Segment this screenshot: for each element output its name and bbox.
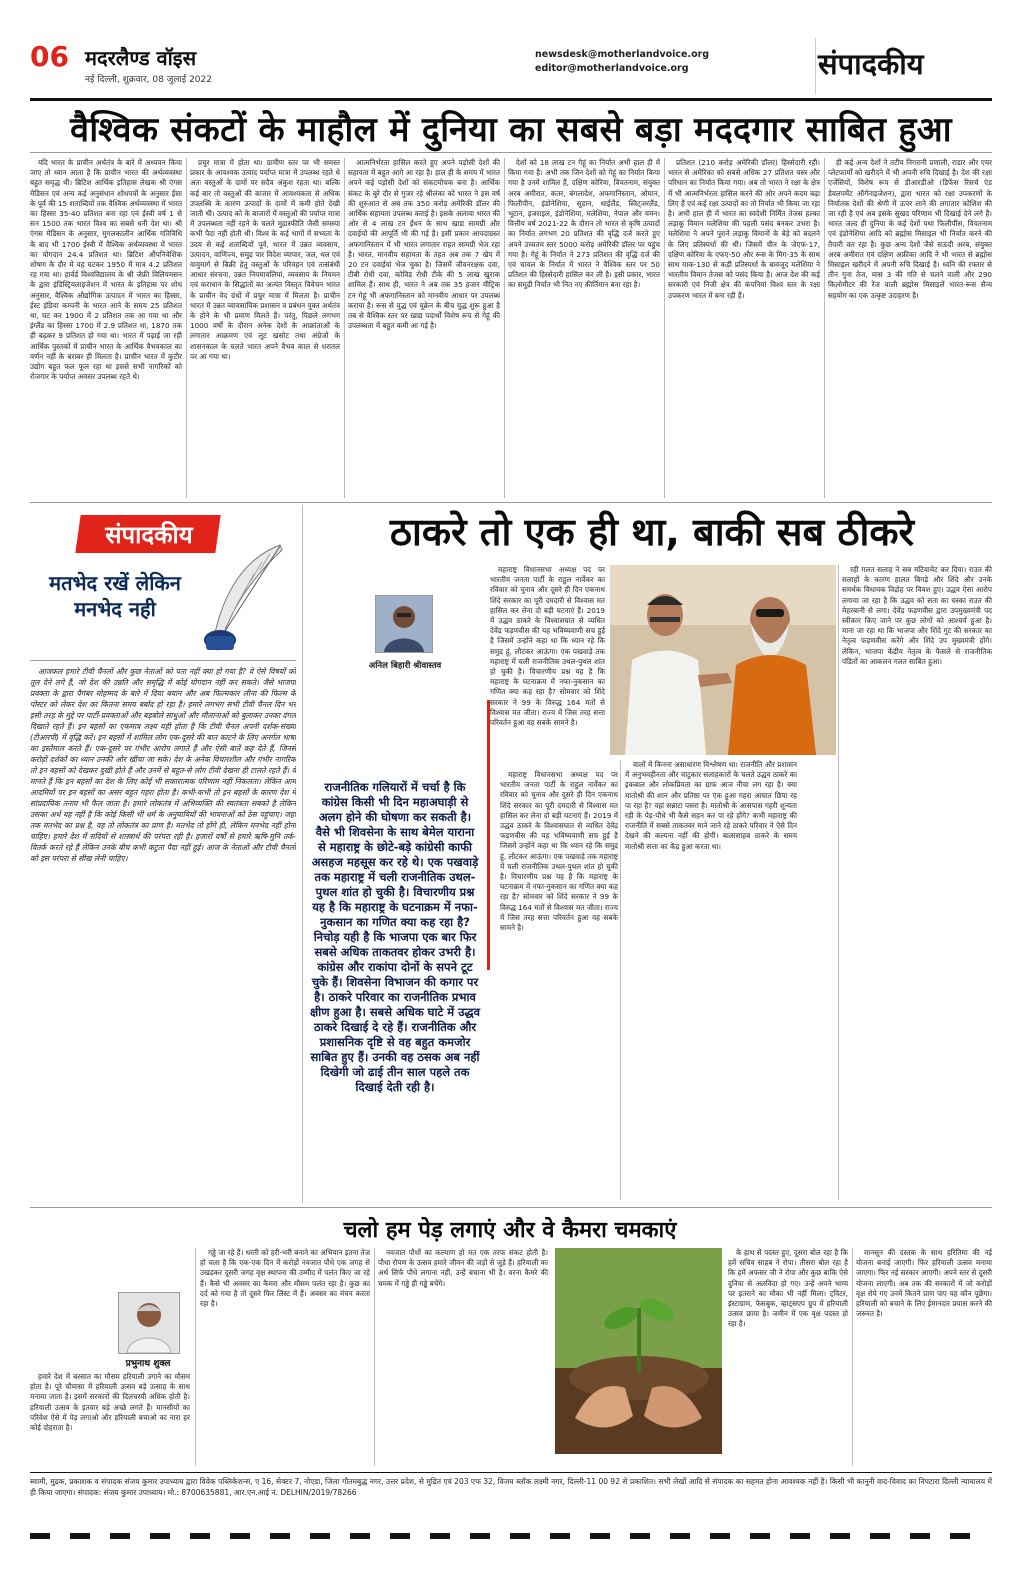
masthead-rule — [30, 98, 992, 101]
lead-column-4: देशों को 18 लाख टन गेहूं का निर्यात अभी हाल ही में किया गया है। अभी तक जिन देशों को गेहूं का निर्यात किया गया है उनमें शामिल हैं, दक्षिण कोरिया, वियतनाम, संयुक्त अरब अमीरात, कतर, बंगलादेश, अफगानिस्तान, ओमान, फिलीपीन, इंडोनेशिया, सूडान, थाईलैंड, स्विट्जरलैंड, भूटान, इजराइल, इंडोनेशिया, मलेशिया, नेपाल और यमन। वित्तीय वर्ष 2021-22 के दौरान तो भारत से कृषि उत्पादों का निर्यात लगभग 20 प्रतिशत की वृद्धि दर्ज करते हुए अपने उच्चतम स्तर 5000 करोड़ अमेरिकी डॉलर पर पहुंच गया है। गेहूं के निर्यात ने 273 प्रतिशत की वृद्धि दर्ज की एवं चावल के निर्यात में भारत ने वैश्विक स्तर पर 50 प्रतिशत की हिस्सेदारी हासिल कर ली है। इसी प्रकार, भारत का समुद्री निर्यात भी नित नए कीर्तिमान बना रहा है। — [508, 158, 660, 290]
newsdesk-email[interactable]: newsdesk@motherlandvoice.org — [535, 49, 710, 60]
article2-column-1-cont: महाराष्ट्र विधानसभा अध्यक्ष पद पर भारतीय जनता पार्टी के राहुल नार्वेकर का रविवार को चुनाव और दूसरे ही दिन एकनाथ शिंदे सरकार का पूरी दमदारी से विश्वास मत हासिल कर लेना दो बड़ी घटनाएं हैं। 2019 में उद्धव ठाकरे के विश्वासघात से व्यथित देवेंद्र फड़णवीस की यह भविष्यवाणी सच हुई है जिसमें उन्होंने कहा था कि ध्यान रहे कि समुद्र हूं, लौटकर आऊंगा। एक पखवाड़े तक महाराष्ट्र में चली राजनीतिक उथल-पुथल शांत हो चुकी है। विचारणीय प्रश्न यह है कि महाराष्ट्र के घटनाक्रम में नफा-नुकसान का गणित क्या कह रहा है? सोमवार को शिंदे सरकार ने 99 के विरुद्ध 164 मतों से विश्वास मत जीता। राज्य में जिस तरह सत्ता परिवर्तन हुआ वह सबके सामने है। — [500, 770, 618, 933]
article2-column-3: रही गलत सलाह ने सब मटियामेट कर दिया। राउत की सलाहों के कारण हालत बिगड़े और शिंदे और उनके समर्थक विधायक विद्रोह पर विवश हुए। उद्धव ऐसा आरोप लगाया जा रहा है कि उद्धव को सता का चस्का राउत की मेहरबानी से लगा। देवेंद्र फड़णवीस द्वारा उपमुख्यमंत्री पद स्वीकार किए जाने पर कुछ लोगों को आश्चर्य हुआ है। माना जा रहा था कि भाजपा और शिंदे गुट की सरकार का नेतृत्व फड़णवीस करेंगे और शिंदे उप मुख्यमंत्री होंगे। लेकिन, भाजपा केंद्रीय नेतृत्व के फैसले से राजनीतिक पंडितों का आकलन गलत साबित हुआ। — [842, 565, 992, 666]
imprint-line: स्वामी, मुद्रक, प्रकाशक व संपादक संजय कुमार उपाध्याय द्वारा विवेक पब्लिकेशन्स, ए 16, सेक्टर 7, नोएडा, जिला गौतमबुद्ध नगर, उत्तर प्रदेश, से मुद्रित एवं 203 एफ 32, विजय ब्लॉक लक्ष्मी नगर, दिल्ली-11 00 92 से प्रकाशित। सभी लेखों आदि से संपादक का सहमत होना आवश्यक नहीं है। किसी भी कानूनी वाद-विवाद का निपटारा दिल्ली न्यायालय में ही किया जाएगा। संपादक: संजय कुमार उपाध्याय। मो.: 8700635881, आर.एन.आई नं. DELHIN/2019/78266 — [30, 1477, 992, 1497]
article3-column-4: के हाथ से पदस्त हुए, दूसरा बोल रहा है कि हमें सचिव साहब ने रोपा। तीसरा बोल रहा है कि हमें अफसर जी ने रोपा और कुछ बाकि ऐसे दुनिया से अलविदा हो गए। उन्हें अपने भाग्य पर इतराने का मौका भी नहीं मिला। ट्विटर, इंस्टाग्राम, फेसबुक, व्हाट्सएप ग्रुप में हरियाली उत्सव छाया है। जमीन में एक वृक्ष पदस्त हो रहा है। — [728, 1248, 848, 1329]
editorial-title: मतभेद रखें लेकिन मनभेद नही — [49, 571, 181, 621]
dateline: नई दिल्ली, शुक्रवार, 08 जुलाई 2022 — [85, 75, 212, 85]
article3-column-3: नवजात पौधों का कल्याण हो मत एक तरफ संकट होती है। पौधा रोपण के उत्सव हमारे जीवन की जड़ों से जुड़े हैं। हरियाली का अर्थ सिर्फ पौधे लगाना नहीं, उन्हें बचाना भी है। वरना कैमरे की चमक में गड्ढे ही गड्ढे बचेंगे। — [378, 1248, 548, 1288]
contact-emails — [535, 48, 709, 76]
column-divider — [664, 158, 665, 498]
lead-column-5: प्रतिशत (210 करोड़ अमेरिकी डॉलर) हिस्सेदारी रही। भारत से अमेरिका को सबसे अधिक 27 प्रतिशत वस्त्र और परिधान का निर्यात किया गया। अब तो भारत ने रक्षा के क्षेत्र में भी आत्मनिर्भरता हासिल करने की ओर अपने कदम बढ़ा लिए हैं एवं कई रक्षा उत्पादों का तो निर्यात भी किया जा रहा है। अभी हाल ही में भारत का स्वदेशी निर्मित तेजस हल्का लड़ाकू विमान मलेशिया की पहली पसंद बनकर उभरा है। मलेशिया ने अपने पुराने लड़ाकू विमानों के बेड़े को बदलने के लिए प्रतिस्पर्धा की थी। जिसमें चीन के जेएफ-17, दक्षिण कोरिया के एफए-50 और रूस के मिग-35 के साथ साथ याक-130 से कड़ी प्रतिस्पर्धा के बावजूद मलेशिया ने भारतीय विमान तेजस को पसंद किया है। आज देश की कई सरकारी एवं निजी क्षेत्र की कंपनियां विश्व स्तर के रक्षा उपकरण भारत में बना रही हैं। — [668, 158, 820, 300]
author-photo — [118, 1292, 180, 1354]
registration-strip — [30, 1524, 992, 1530]
planting-photo — [555, 1248, 722, 1454]
lead-column-6: ही कई अन्य देशों ने तटीय निगरानी प्रणाली, राडार और एयर प्लेटफार्मों को खरीदने में भी अपनी रुचि दिखाई है। देश की रक्षा एजेंसियों, विशेष रूप से डीआरडीओ (डिफेंस रिसर्च एंड डेवलपमेंट ऑर्गनाइजेशन), द्वारा भारत को रक्षा उपकरणों के निर्यातक देशों की श्रेणी में ऊपर लाने की लगातार कोशिश की जा रही है एवं अब इसके सुखद परिणाम भी दिखाई देने लगे हैं। भारत जल्द ही दुनिया के कई देशों यथा फिलीपींस, वियतनाम एवं इंडोनेशिया आदि को ब्रह्मोस मिसाइल भी निर्यात करने की तैयारी कर रहा है। कुछ अन्य देशों जैसे सऊदी अरब, संयुक्त अरब अमीरात एवं दक्षिण अफ्रीका आदि ने भी भारत से ब्रह्मोस मिसाइल खरीदने में अपनी रुचि दिखाई है। ध्वनि की रफ्तार से तीन गुना तेज, मास 3 की गति से चलने वाली और 290 किलोमीटर की रेंज वाली ब्रह्मोस मिसाइलें भारत-रूस सैन्य सहयोग का एक उत्कृष्ट उदाहरण है। — [828, 158, 992, 300]
lead-column-1: यदि भारत के प्राचीन अर्थतंत्र के बारे में अध्ययन किया जाए तो ध्यान आता है कि प्राचीन भारत की अर्थव्यवस्था बहुत समृद्ध थी। ब्रिटिश आर्थिक इतिहास लेखक श्री एंगस मेडिसन एवं अन्य कई अनुसंधान शोधपत्रों के अनुसार ईसा के पूर्व की 15 शताब्दियों तक वैश्विक अर्थव्यवस्था में भारत का हिस्सा 35-40 प्रतिशत बना रहा एवं ईस्वी वर्ष 1 से सन 1500 तक भारत विश्व का सबसे धनी देश था। श्री एंगस मेडिसन के अनुसार, मुगलकालीन आर्थिक गतिविधि के बाद भी 1700 ईस्वी में वैश्विक अर्थव्यवस्था में भारत का योगदान 24.4 प्रतिशत था। ब्रिटिश औपनिवेशिक शोषण के दौर में यह घटकर 1950 में मात्र 4.2 प्रतिशत रह गया था। हार्वर्ड विश्वविद्यालय के श्री जेफ्री विलियमसन के द्वारा इंडिस्ट्रियलाइजेशन में भारत के इतिहास पर शोध अनुसार, वैश्विक औद्योगिक उत्पादन में भारत का हिस्सा, ईस्ट इंडिया कम्पनी के भारत आने के समय 25 प्रतिशत था, घट कर 1900 में 2 प्रतिशत तक आ गया था और इंग्लैंड का हिस्सा 1700 में 2.9 प्रतिशत था, 1870 तक ही बढ़कर 9 प्रतिशत हो गया था। भारत में पढ़ाई जा रही आर्थिक पुस्तकों में प्राचीन भारत के आर्थिक वैभवकाल का वर्णन नहीं के बराबर ही मिलता है। प्राचीन भारत में कुटीर उद्योग बहुत फल फूल रहा था इससे सभी नागरिकों को रोजगार के पर्याप्त अवसर उपलब्ध रहते थे। — [30, 158, 182, 382]
column-divider — [195, 1248, 196, 1466]
article2-column-2: वालों में किनना असाधारण विश्लेषण था। राजनीति और प्रशासन में अनुभवहीनता और चाटुकार सलाहकारों के चलते उद्धव ठाकरे का इकबाल और लोकप्रियता का ग्राफ आज नीचा लग रहा है। क्या मातोश्री की शान और प्रतिष्ठा पर एक हुआ गहरा आघात छिपा रह पा रहा है? वहां सन्नाटा पसरा है। मातोश्री के आसपास गहरी शून्यता रही के पेड़-पौधे भी कैसे सहन कर पा रहे होंगे? कभी महाराष्ट्र की राजनीति में सबसे ताकतवर माने जाने रहे ठाकरे परिवार ने ऐसे दिन देखने की कल्पना नहीं की होगी। बालासाहब ठाकरे के समय मातोश्री सत्ता का केंद्र हुआ करता था। — [625, 760, 797, 851]
article3-column-2: गड्ढे जा रहे हैं। धरती को हरी-भरी बनाने का अभियान इतना तेज हो चला है कि एक-एक दिन में करोड़ों नवजात पौधे एक जगह से उखड़कर दूसरी जगह वृक्ष स्थापना की उम्मीद में पलंत किए जा रहे हैं। कैसे भी अवसर का कैमरा और मौसम पलंत रहा है। कुछ का दर्द को गया है तो दूसरे फिर लिस्ट में हैं। अवसर का मंचन करता रहा है। — [200, 1248, 370, 1309]
lead-column-2: प्रचुर मात्रा में होता था। ग्रामीण स्तर पर भी समस्त प्रकार के आवश्यक उत्पाद पर्याप्त मात्रा में उपलब्ध रहते थे अतः वस्तुओं के दामों पर सदैव अंकुश रहता था। बल्कि कई बार तो वस्तुओं की बाजार में आवश्यकता से अधिक उपलब्धि के कारण उत्पादों के दामों में कमी होते देखी जाती थी। उत्पाद को के बाजारों में वस्तुओं की पर्याप्त मात्रा में उपलब्धता नहीं रहने के चलते मुद्रास्फीति जैसी समस्या कभी पैदा नहीं होती थी। विश्व के कई भागों में सभ्यता के उदय से कई शताब्दियों पूर्व, भारत में उन्नत व्यवसाय, उत्पादन, वाणिज्य, समुद्र पार विदेश व्यापार, जल, थल एवं वायुमार्ग से बिक्री हेतु वस्तुओं के परिवहन एवं तत्संबंधी आधार संरचना, उन्नत नियमावलियां, व्यवसाय के नियमन एवं कराधान के सिद्धांतों का अत्यंत विस्तृत विवेचन भारत के प्राचीन वेद ग्रंथों में प्रचुर मात्रा में मिलता है। प्राचीन भारत में उन्नत व्यावसायिक प्रशासन व प्रबंधन युक्त अर्थतंत्र के होने के भी प्रमाण मिलते हैं। परंतु, पिछले लगभग 1000 वर्षों के दौरान अनेक देशों के आक्रांताओं के लगातार आक्रमण एवं लूट खसोट तथा अंग्रेजों के शासनकाल के चलते भारत अपने वैभव काल से धरातल पर आ गया था। — [190, 158, 340, 361]
article3-headline: चलो हम पेड़ लगाएं और वे कैमरा चमकाएं — [343, 1218, 677, 1243]
lead-headline: वैश्विक संकटों के माहौल में दुनिया का सबसे बड़ा मददगार साबित हुआ — [70, 110, 952, 150]
author-name: अनिल बिहारी श्रीवास्तव — [368, 661, 442, 671]
column-divider — [186, 158, 187, 498]
section-rule — [30, 502, 992, 503]
quill-icon — [200, 540, 290, 659]
column-divider — [374, 1248, 375, 1466]
editorial-label: संपादकीय — [105, 521, 193, 549]
page-number: 06 — [30, 40, 69, 73]
lead-rule — [30, 152, 992, 153]
column-divider — [344, 158, 345, 498]
article2-headline: ठाकरे तो एक ही था, बाकी सब ठीकरे — [389, 510, 915, 554]
author-name: प्रभुनाथ शुक्ल — [125, 1359, 171, 1369]
column-divider — [302, 505, 303, 1203]
editor-email[interactable]: editor@motherlandvoice.org — [535, 63, 689, 74]
article2-photo — [610, 565, 836, 755]
article3-rule — [30, 1207, 992, 1208]
footer-rule — [30, 1472, 992, 1473]
article3-column-1: हमारे देश में बरसात का मौसम हरियाली उगाने का मौसम होता है। पूरे चौमासा में हरियाली उत्सव बड़े उत्साह के साथ मनाया जाता है। इसमें सरकारों की दिलचस्पी अधिक होती है। हरियाली उत्सव के इतवार बड़े अच्छे लगते हैं। मानसीयों का परिवेश ऐसे में पेड़ लगाओ और हरियाली बचाओ का नारा हर कोई दोहराता है। — [30, 1372, 190, 1433]
author-photo — [375, 595, 433, 653]
section-label: संपादकीय — [818, 47, 924, 81]
editorial-rule — [30, 660, 296, 661]
article2-column-1: महाराष्ट्र विधानसभा अध्यक्ष पद पर भारतीय जनता पार्टी के राहुल नार्वेकर का रविवार को चुनाव और दूसरे ही दिन एकनाथ शिंदे सरकार का पूरी दमदारी से विश्वास मत हासिल कर लेना दो बड़ी घटनाएं हैं। 2019 में उद्धव ठाकरे के विश्वासघात से व्यथित देवेंद्र फड़णवीस की यह भविष्यवाणी सच हुई है जिसमें उन्होंने कहा था कि ध्यान रहे कि समुद्र हूं, लौटकर आऊंगा। एक पखवाड़े तक महाराष्ट्र में चली राजनीतिक उथल-पुथल शांत हो चुकी है। विचारणीय प्रश्न यह है कि महाराष्ट्र के घटनाक्रम में नफा-नुकसान का गणित क्या कह रहा है? सोमवार को शिंदे सरकार ने 99 के विरुद्ध 164 मतों से विश्वास मत जीता। राज्य में जिस तरह सत्ता परिवर्तन हुआ वह सबके सामने है। — [490, 565, 605, 728]
column-divider — [838, 565, 839, 1200]
paper-name: मदरलैण्ड वॉइस — [85, 46, 197, 70]
pull-quote: राजनीतिक गलियारों में चर्चा है कि कांग्रेस किसी भी दिन महाअघाड़ी से अलग होने की घोषणा कर सकती है। वैसे भी शिवसेना के साथ बेमेल याराना से महाराष्ट्र के छोटे-बड़े कांग्रेसी काफी असहज महसूस कर रहे थे। एक पखवाड़े तक महाराष्ट्र में चली राजनीतिक उथल-पुथल शांत हो चुकी है। विचारणीय प्रश्न यह है कि महाराष्ट्र के घटनाक्रम में नफा-नुकसान का गणित क्या कह रहा है? निचोड़ यही है कि भाजपा एक बार फिर सबसे अधिक ताकतवर होकर उभरी है। कांग्रेस और राकांपा दोनों के सपने टूट चुके हैं। शिवसेना विभाजन की कगार पर है। ठाकरे परिवार का राजनीतिक प्रभाव क्षीण हुआ है। सबसे अधिक घाटे में उद्धव ठाकरे दिखाई दे रहे हैं। राजनीतिक और प्रशासनिक दृष्टि से वह बहुत कमजोर साबित हुए हैं। उनकी वह ठसक अब नहीं दिखेगी जो ढाई तीन साल पहले तक दिखाई देती रही है। — [310, 780, 481, 1094]
lead-column-3: आत्मनिर्भरता हासिल करते हुए अपने पड़ोसी देशों की सहायता में बहुत आगे आ रहा है। हाल ही के समय में भारत अपने कई पड़ोसी देशों को संकटमोचक बना है। आर्थिक संकट के बुरे दौर से गुजर रहे श्रीलंका को भारत ने इस वर्ष की शुरुआत से अब तक 350 करोड़ अमेरिकी डॉलर की आर्थिक सहायता उपलब्ध कराई है। इसके अलावा भारत की ओर से 4 लाख टन ईंधन के साथ खाद्य सामग्री और दवाईयों की आपूर्ति भी की गई है। इसी प्रकार आपदाग्रस्त अफगानिस्तान में भी भारत लगातार राहत सामग्री भेज रहा है। भारत, मानवीय सहायता के तहत अब तक 7 खेप में 20 टन दवाईयां भेज चुका है। जिसमें जीवनरक्षक दवा, टीबी रोधी दवा, कोविड रोधी टीके की 5 लाख खुराक शामिल हैं। साथ ही, भारत ने अब तक 35 हजार मीट्रिक टन गेहूं भी अफगानिस्तान को मानवीय आधार पर उपलब्ध कराया है। रूस से युद्ध एवं यूक्रेन के बीच युद्ध शुरू हुआ है तब से वैश्विक स्तर पर खाद्य पदार्थों विशेष रूप से गेहूं की उपलब्धता में बहुत कमी आ गई है। — [348, 158, 500, 331]
column-divider — [504, 158, 505, 498]
column-divider — [852, 1248, 853, 1466]
column-divider — [620, 760, 621, 1200]
article3-column-5: मानसून की दस्तक के साथ हरितिमा की नई योजना बनाई जाएगी। फिर हरियाली उत्सव मनाया जाएगा। फिर नई सरकार आएगी। अपने स्तर से दूसरी योजना लाएगी। अब तक की सरकारों में जो करोड़ों वृक्ष रोपे गए उनमें कितने प्राण पाए यह कौन पूछेगा। हरियाली को बचाने के लिए ईमानदार प्रयास करने की जरूरत है। — [856, 1248, 992, 1319]
column-divider — [824, 158, 825, 498]
editorial-body: आजकल हमारे टीवी चैनलों और कुछ नेताओं को पता नहीं क्या हो गया है? वे ऐसे विषयों को तूल देने लगे हैं, जो देश की उन्नति और समृद्धि में कोई योगदान नहीं कर सकते। जैसे भाजपा प्रवक्ता के द्वारा पैगंबर मोहम्मद के बारे में दिया बयान और अब फिल्मकार लीना की फिल्म के पोस्टर को लेकर देश का कितना समय बर्बाद हो रहा है। हमारे लगभग सभी टीवी चैनल दिन भर इसी तरह के मुद्दे पर पार्टी-प्रवक्ताओं और बड़बोले साधुओं और मौलानाओं को बुलाकर उनका दंगल दिखाते रहते हैं। इन बहसों का एकमात्र लक्ष्य यही होता है कि टीवी चैनल अपनी दर्शक-संख्या (टीआरपी) में वृद्धि करें। इन बहसों में शामिल लोग एक-दूसरे की बात काटने के लिए अनर्गल भाषा का इस्तेमाल करते हैं। एक-दूसरे पर गंभीर आरोप लगाते हैं और ऐसी बातें कह देते हैं, जिनसे करोड़ों दर्शकों का ध्यान उनकी ओर खींचा जा सके। देश के अनेक विचारशील और गंभीर नागरिक तो इन बहसों को देखकर दुखी होते हैं और उनमें से बहुत-से लोग टीवी देखना ही टालते रहते हैं। वे मानते हैं कि इन बहसों का देश के लिए कोई भी सकारात्मक परिणाम नहीं निकलता। लेकिन आम आदमियों पर इन बहसों का असर बहुत गहरा होता है। कभी-कभी तो इन बहसों के कारण देश में सांप्रदायिक तनाव भी फैल जाता है। हमारे लोकतंत्र में अभिव्यक्ति की स्वतंत्रता सबको है लेकिन उसका अर्थ यह नहीं है कि कोई किसी भी धर्म के अनुयायियों की भावनाओं को ठेस पहुंचाए। जहां तक मतभेद का प्रश्न है, वह तो लोकतंत्र का प्राण है। मतभेद तो होंगे ही, लेकिन मनभेद नहीं होना चाहिए। हमारे देश में सदियों से शास्त्रार्थ की परंपरा रही है। हजारों वर्षों से हमारे ऋषि-मुनि तर्क-वितर्क करते रहे हैं लेकिन उनके बीच कभी कटुता पैदा नहीं हुई। आज के नेताओं और टीवी चैनलों को इस परंपरा से सीख लेनी चाहिए। — [30, 667, 296, 863]
